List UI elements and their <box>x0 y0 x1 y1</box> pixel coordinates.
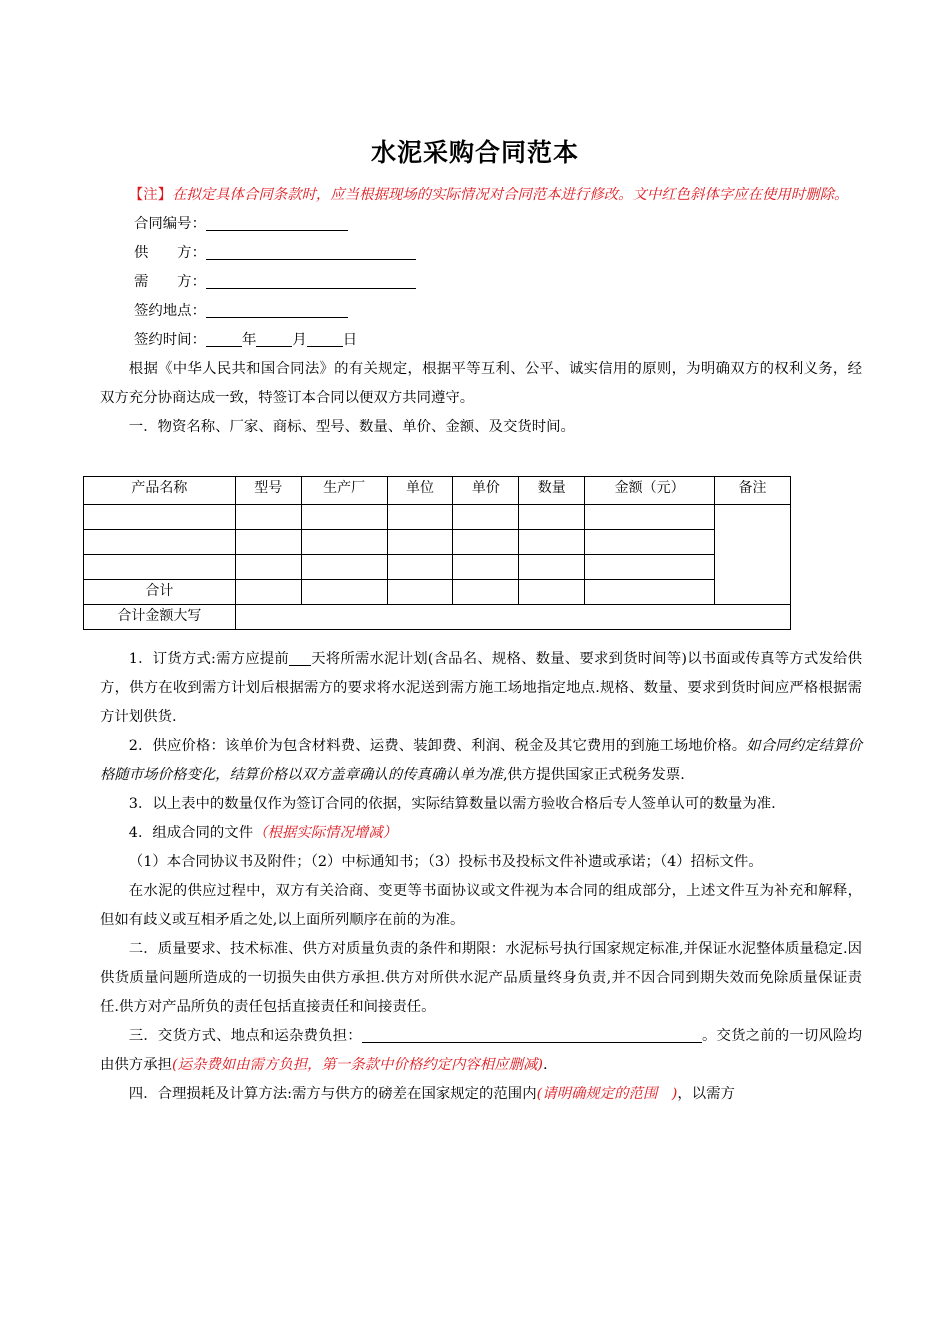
table-cell[interactable] <box>235 505 301 530</box>
section-3-end: . <box>542 1057 548 1073</box>
buyer-label: 需 方： <box>134 274 206 290</box>
table-cell[interactable] <box>453 505 519 530</box>
table-cell[interactable] <box>301 555 387 580</box>
table-row <box>84 555 791 580</box>
table-cell[interactable] <box>387 555 453 580</box>
table-cell[interactable] <box>585 580 715 605</box>
table-cell[interactable] <box>387 530 453 555</box>
clause-4-text: 4．组成合同的文件 <box>128 825 254 841</box>
clause-4-list: （1）本合同协议书及附件；（2）中标通知书；（3）投标书及投标文件补遗或承诺；（4）招标文件。 <box>128 854 763 870</box>
total-amount-label: 合计金额大写 <box>84 605 236 630</box>
header-unit-price: 单价 <box>453 477 519 505</box>
header-product-name: 产品名称 <box>84 477 236 505</box>
clause-1-lead: 1．订货方式:需方应提前 <box>128 651 289 667</box>
header-quantity: 数量 <box>519 477 585 505</box>
table-cell[interactable] <box>519 580 585 605</box>
table-total-row <box>84 580 791 605</box>
table-cell[interactable] <box>585 530 715 555</box>
section-4 <box>100 1080 862 1109</box>
buyer-field <box>100 268 862 297</box>
remarks-cell[interactable] <box>715 505 791 605</box>
clause-2-tail: ,供方提供国家正式税务发票. <box>502 767 685 783</box>
clause-4-paragraph: 在水泥的供应过程中，双方有关洽商、变更等书面协议或文件视为本合同的组成部分，上述文件互为补充和解释，但如有歧义或互相矛盾之处,以上面所列顺序在前的为准。 <box>100 883 862 928</box>
delivery-blank[interactable] <box>362 1026 702 1043</box>
header-amount: 金额（元） <box>585 477 715 505</box>
time-label: 签约时间： <box>134 332 206 348</box>
month-blank[interactable] <box>256 330 292 347</box>
clause-2-italic: 如合同约定结算价格随市场价格变化，结算价格以双方盖章确认的传真确认单为准 <box>100 738 862 783</box>
header-unit: 单位 <box>387 477 453 505</box>
table-total-amount-row <box>84 605 791 630</box>
header-model: 型号 <box>235 477 301 505</box>
table-cell[interactable] <box>301 580 387 605</box>
section-3 <box>100 1022 862 1080</box>
section-4-note: (请明确规定的范围 ) <box>536 1086 678 1102</box>
intro-paragraph: 根据《中华人民共和国合同法》的有关规定，根据平等互利、公平、诚实信用的原则，为明确双方的权利义务，经双方充分协商达成一致，特签订本合同以便双方共同遵守。 <box>100 361 862 406</box>
table-cell[interactable] <box>84 530 236 555</box>
table-row <box>84 530 791 555</box>
place-label: 签约地点： <box>134 303 206 319</box>
table-header-row <box>84 477 791 505</box>
table-cell[interactable] <box>235 530 301 555</box>
contract-no-field <box>100 210 862 239</box>
place-blank[interactable] <box>206 301 348 318</box>
table-cell[interactable] <box>301 505 387 530</box>
year-label: 年 <box>241 332 257 348</box>
header-remarks: 备注 <box>715 477 791 505</box>
document-title: 水泥采购合同范本 <box>370 138 579 167</box>
table-cell[interactable] <box>453 530 519 555</box>
table-cell[interactable] <box>84 505 236 530</box>
clause-2 <box>100 732 862 790</box>
table-cell[interactable] <box>301 530 387 555</box>
supplier-blank[interactable] <box>206 243 416 260</box>
clause-1-days-blank[interactable] <box>289 651 311 666</box>
section-3-mid: 。交货之前的一切风险均由供方承担 <box>100 1028 862 1073</box>
supplier-field <box>100 239 862 268</box>
section1-heading: 一．物资名称、厂家、商标、型号、数量、单价、金额、及交货时间。 <box>128 419 575 435</box>
clause-2-text: 2．供应价格：该单价为包含材料费、运费、装卸费、利润、税金及其它费用的到施工场地价格。 <box>128 738 747 754</box>
day-label: 日 <box>342 332 358 348</box>
table-cell[interactable] <box>235 555 301 580</box>
table-cell[interactable] <box>235 580 301 605</box>
day-blank[interactable] <box>307 330 343 347</box>
total-label: 合计 <box>84 580 236 605</box>
clause-1 <box>100 645 862 732</box>
table-cell[interactable] <box>585 555 715 580</box>
table-cell[interactable] <box>519 530 585 555</box>
clause-3: 3．以上表中的数量仅作为签订合同的依据，实际结算数量以需方验收合格后专人签单认可的数量为准. <box>128 796 776 812</box>
section-3-text: 三．交货方式、地点和运杂费负担： <box>128 1028 362 1044</box>
clauses-block <box>100 645 862 1109</box>
supplier-label: 供 方： <box>134 245 206 261</box>
items-table <box>83 476 791 630</box>
note-text: 在拟定具体合同条款时，应当根据现场的实际情况对合同范本进行修改。文中红色斜体字应在使用时删除。 <box>171 187 849 203</box>
section-2: 二．质量要求、技术标准、供方对质量负责的条件和期限：水泥标号执行国家规定标准,并保证水泥整体质量稳定.因供货质量问题所造成的一切损失由供方承担.供方对所供水泥产品质量终身负责,并不因合同到期失效而免除质量保证责任.供方对产品所负的责任包括直接责任和间接责任。 <box>100 941 862 1015</box>
year-blank[interactable] <box>206 330 242 347</box>
header-block <box>100 180 862 442</box>
section-4-end: ，以需方 <box>677 1086 735 1102</box>
clause-4 <box>100 819 862 848</box>
clause-1-text: 天将所需水泥计划(含品名、规格、数量、要求到货时间等)以书面或传真等方式发给供方，供方在收到需方计划后根据需方的要求将水泥送到需方施工场地指定地点.规格、数量、要求到货时间应严格根据需方计划供货. <box>100 651 862 725</box>
total-amount-cell[interactable] <box>235 605 790 630</box>
table-cell[interactable] <box>519 555 585 580</box>
table-cell[interactable] <box>387 580 453 605</box>
section-4-text: 四．合理损耗及计算方法:需方与供方的磅差在国家规定的范围内 <box>128 1086 537 1102</box>
table-cell[interactable] <box>519 505 585 530</box>
table-cell[interactable] <box>84 555 236 580</box>
table-row <box>84 505 791 530</box>
contract-no-blank[interactable] <box>206 214 348 231</box>
month-label: 月 <box>292 332 307 348</box>
table-cell[interactable] <box>585 505 715 530</box>
place-field <box>100 297 862 326</box>
table-cell[interactable] <box>453 555 519 580</box>
buyer-blank[interactable] <box>206 272 416 289</box>
header-manufacturer: 生产厂 <box>301 477 387 505</box>
time-field <box>100 326 862 355</box>
editor-note <box>100 180 862 210</box>
note-bracket: 【注】 <box>128 187 172 203</box>
table-cell[interactable] <box>387 505 453 530</box>
section-3-note: (运杂费如由需方负担，第一条款中价格约定内容相应删减) <box>171 1057 543 1073</box>
contract-no-label: 合同编号： <box>134 216 206 232</box>
table-cell[interactable] <box>453 580 519 605</box>
clause-4-note: （根据实际情况增减） <box>253 825 398 841</box>
